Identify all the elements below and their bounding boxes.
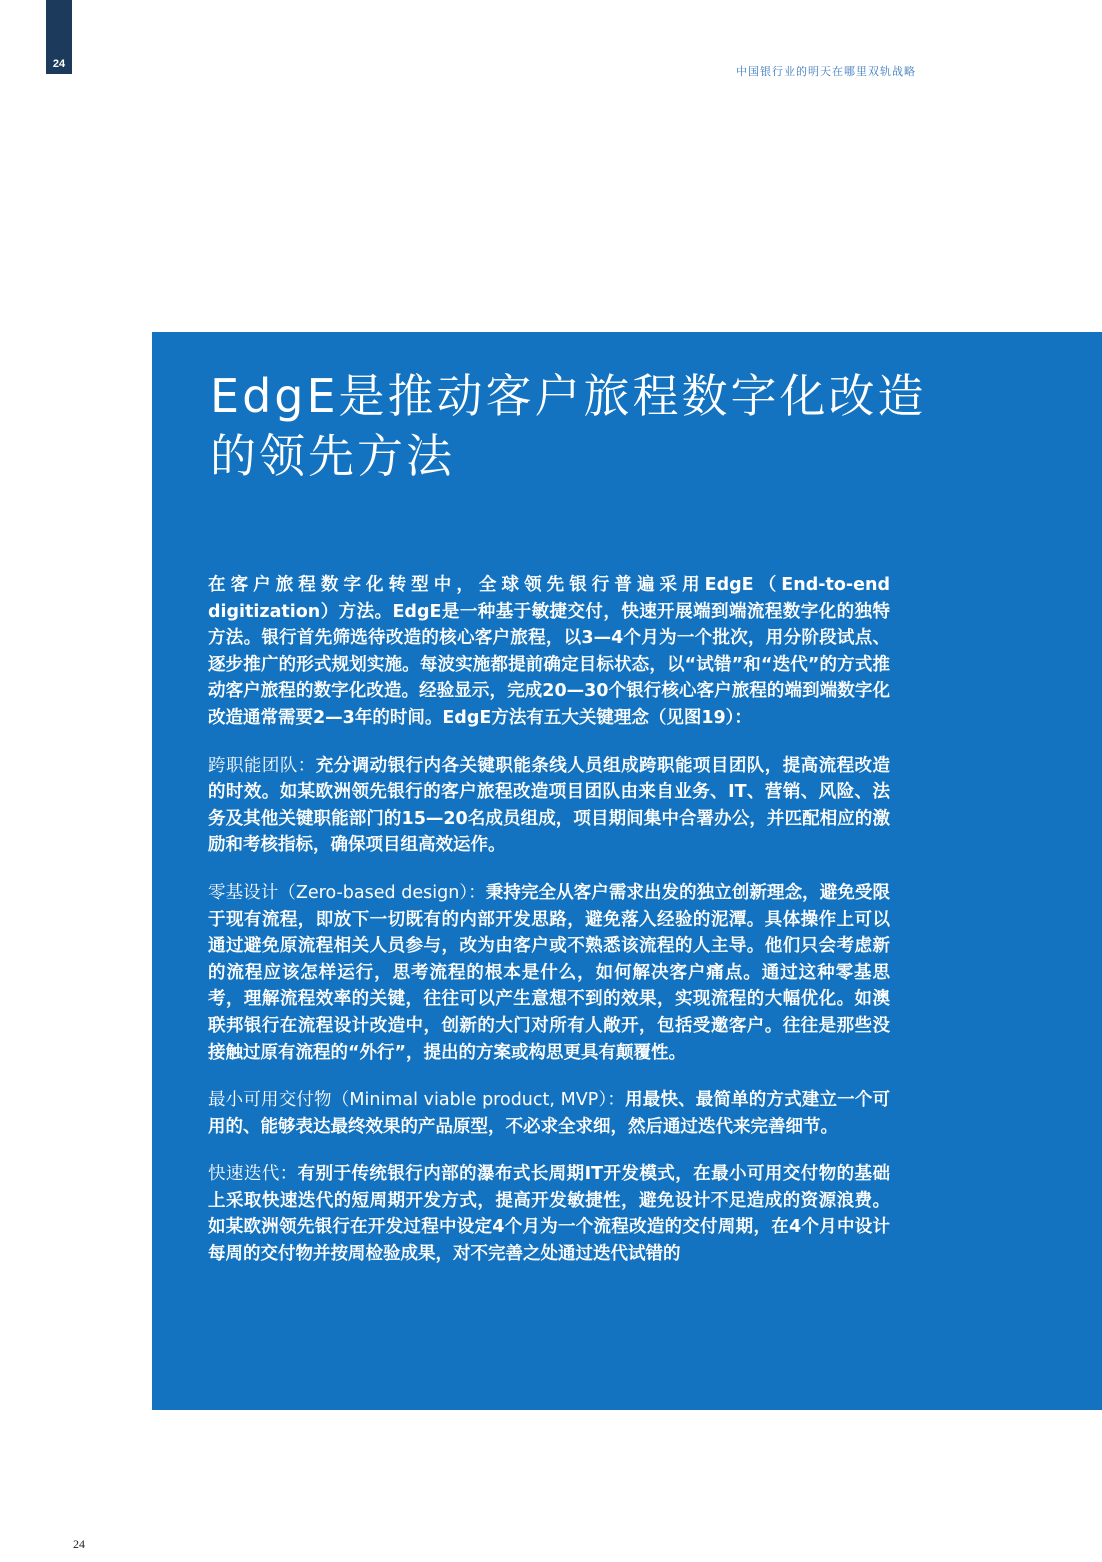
panel-title: EdgE是推动客户旅程数字化改造的领先方法 xyxy=(210,369,927,483)
intro-paragraph: 在客户旅程数字化转型中，全球领先银行普遍采用EdgE（End-to-end digitization）方法。EdgE是一种基于敏捷交付，快速开展端到端流程数字化的独特方法。银行首先筛选待改造的核心客户旅程，以3—4个月为一个批次，用分阶段试点、逐步推广的形式规划实施。每波实施都提前确定目标状态，以“试错”和“迭代”的方式推动客户旅程的数字化改造。经验显示，完成20—30个银行核心客户旅程的端到端数字化改造通常需要2—3年的时间。EdgE方法有五大关键理念（见图19）： xyxy=(208,575,890,728)
concept-text: 充分调动银行内各关键职能条线人员组成跨职能项目团队，提高流程改造的时效。如某欧洲领先银行的客户旅程改造项目团队由来自业务、IT、营销、风险、法务及其他关键职能部门的15—20名成员组成，项目期间集中合署办公，并匹配相应的激励和考核指标，确保项目组高效运作。 xyxy=(208,755,891,856)
concept-paragraph-mvp xyxy=(208,1087,890,1140)
concept-term: 零基设计（Zero-based design）： xyxy=(208,882,486,903)
concept-term: 快速迭代： xyxy=(208,1164,298,1185)
concept-paragraph-rapid-iteration xyxy=(208,1161,890,1267)
running-header-title: 中国银行业的明天在哪里双轨战略 xyxy=(736,65,916,78)
concept-text: 秉持完全从客户需求出发的独立创新理念，避免受限于现有流程，即放下一切既有的内部开发思路，避免落入经验的泥潭。具体操作上可以通过避免原流程相关人员参与，改为由客户或不熟悉该流程的人主导。他们只会考虑新的流程应该怎样运行，思考流程的根本是什么，如何解决客户痛点。通过这种零基思考，理解流程效率的关键，往往可以产生意想不到的效果，实现流程的大幅优化。如澳联邦银行在流程设计改造中，创新的大门对所有人敞开，包括受邀客户。往往是那些没接触过原有流程的“外行”，提出的方案或构思更具有颠覆性。 xyxy=(208,882,890,1063)
highlight-panel xyxy=(152,332,1102,1410)
footer-page-number: 24 xyxy=(73,1537,85,1551)
panel-body xyxy=(208,572,890,1289)
page-tab-number: 24 xyxy=(52,58,66,70)
concept-paragraph-cross-functional xyxy=(208,753,890,859)
concept-paragraph-zero-based xyxy=(208,880,890,1066)
concept-term: 跨职能团队： xyxy=(208,755,316,776)
concept-text: 有别于传统银行内部的瀑布式长周期IT开发模式，在最小可用交付物的基础上采取快速迭代的短周期开发方式，提高开发敏捷性，避免设计不足造成的资源浪费。如某欧洲领先银行在开发过程中设定4个月为一个流程改造的交付周期，在4个月中设计每周的交付物并按周检验成果，对不完善之处通过迭代试错的 xyxy=(208,1164,890,1265)
page-number-tab xyxy=(46,0,72,74)
concept-text: 用最快、最简单的方式建立一个可用的、能够表达最终效果的产品原型，不必求全求细，然后通过迭代来完善细节。 xyxy=(208,1090,890,1137)
concept-term: 最小可用交付物（Minimal viable product, MVP）： xyxy=(208,1090,626,1111)
